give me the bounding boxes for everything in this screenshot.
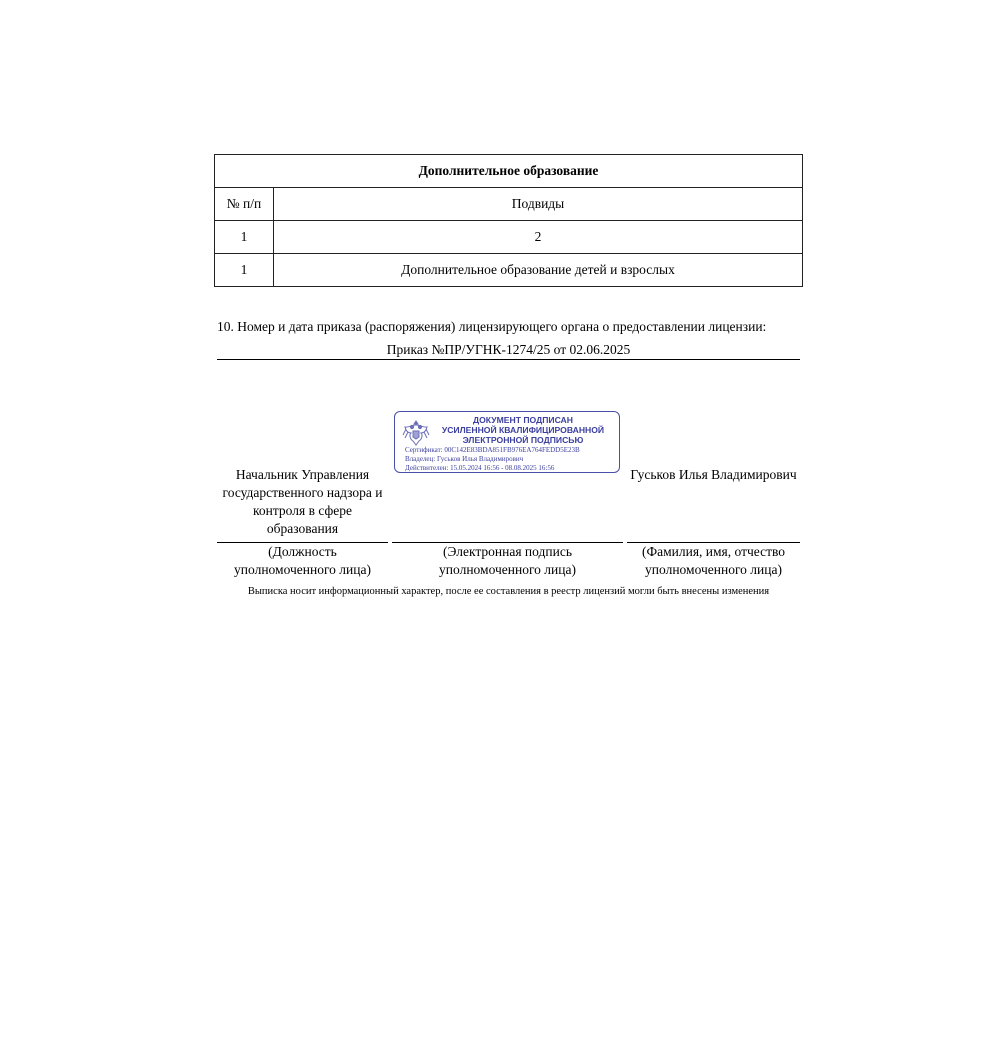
fio-caption: (Фамилия, имя, отчество уполномоченного лица)	[641, 544, 786, 577]
order-value: Приказ №ПР/УГНК-1274/25 от 02.06.2025	[386, 342, 631, 357]
subtypes-table	[214, 154, 803, 287]
stamp-owner: Владелец: Гуськов Илья Владимирович	[405, 455, 524, 463]
row-subtype: Дополнительное образование детей и взрослых	[274, 254, 803, 287]
stamp-certificate: Сертификат: 00C142E83BDA851FB976EA764FEDD5E23B	[405, 446, 580, 454]
table-row	[215, 254, 803, 287]
position-caption: (Должность уполномоченного лица)	[234, 544, 371, 577]
coat-of-arms-icon	[401, 417, 431, 449]
stamp-validity: Действителен: 15.05.2024 16:56 - 08.08.2025 16:56	[405, 464, 555, 472]
esign-caption: (Электронная подпись уполномоченного лица)	[439, 544, 576, 577]
header-number: № п/п	[215, 188, 274, 221]
row-number: 1	[215, 254, 274, 287]
numbering-cell: 2	[274, 221, 803, 254]
header-subtypes: Подвиды	[274, 188, 803, 221]
numbering-cell: 1	[215, 221, 274, 254]
signatory-name: Гуськов Илья Владимирович	[630, 467, 797, 482]
electronic-signature-stamp	[394, 411, 620, 473]
footer-note: Выписка носит информационный характер, после ее составления в реестр лицензий могли быть внесены изменения	[247, 586, 770, 597]
stamp-title: ДОКУМЕНТ ПОДПИСАН УСИЛЕННОЙ КВАЛИФИЦИРОВАННОЙ ЭЛЕКТРОННОЙ ПОДПИСЬЮ	[441, 415, 605, 445]
signatory-position: Начальник Управления государственного надзора и контроля в сфере образования	[222, 467, 383, 536]
order-underline	[217, 359, 800, 360]
table-title: Дополнительное образование	[215, 155, 803, 188]
section-10-label: 10. Номер и дата приказа (распоряжения) лицензирующего органа о предоставлении лицензии:	[217, 319, 767, 334]
